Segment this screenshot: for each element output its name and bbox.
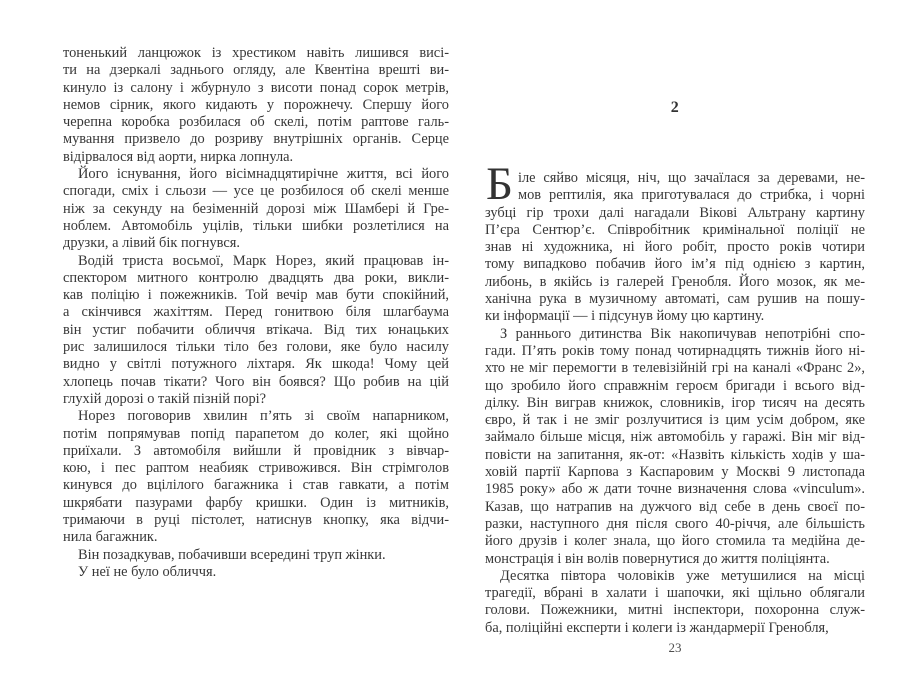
- text-line: знав ні художника, ні його робіт, просто років чотири: [485, 239, 865, 256]
- text-line: голови. Пожежники, митні інспектори, похоронна служ-: [485, 602, 865, 619]
- text-line: відірвалося від аорти, нирка лопнула.: [63, 148, 294, 165]
- text-line: зубці гір трохи далі нагадали Вікові Альтрану картину: [485, 204, 865, 221]
- dropcap-letter: Б: [486, 158, 513, 210]
- text-line: спектором митного контролю двадцять два роки, викли-: [63, 269, 449, 286]
- text-line: глухій дорозі о такій пізній порі?: [63, 390, 267, 407]
- text-line: 1985 року» або ж дати точне визначення слова «vinculum».: [485, 481, 865, 498]
- left-page-text: [63, 45, 449, 581]
- paragraph: [485, 568, 865, 637]
- text-line: рис залишилося тільки тіло без голови, яке було насилу: [63, 339, 449, 356]
- paragraph: [63, 253, 449, 409]
- paragraph: [63, 45, 449, 166]
- text-line: ніж за секунду на безіменній дорозі між Шамбері й Гре-: [63, 200, 449, 217]
- text-line: черепна коробка розбилася об скелі, потім раптове галь-: [63, 114, 449, 131]
- text-line: Казав, що натрапив на дужчого від себе в день своєї по-: [485, 498, 865, 515]
- text-line: ки інформації — і підсунув йому цю картину.: [485, 308, 765, 325]
- text-line: видно у світлі потужного ліхтаря. Як шкода! Чому цей: [63, 356, 449, 373]
- text-line: займало більше місця, ніж автомобіль у гаражі. Він міг від-: [485, 429, 865, 446]
- text-line: мов рептилія, яка приготувалася до стрибка, і чорні: [518, 187, 865, 204]
- text-line: З раннього дитинства Вік накопичував непотрібні спо-: [500, 325, 865, 342]
- text-line: приїхали. З автомобіля вийшли й провідник з вівчар-: [63, 442, 449, 459]
- text-line: Норез поговорив хвилин п’ять зі своїм напарником,: [78, 408, 449, 425]
- text-line: ханічна рука в музичному автоматі, сам рушив на пошу-: [485, 291, 865, 308]
- text-line: хлопець почав тікати? Чого він боявся? Що робив на цій: [63, 373, 449, 390]
- paragraph: [485, 326, 865, 568]
- text-line: хто не міг перемогти в телевізійній грі на каналі «Франс 2»,: [485, 360, 865, 377]
- text-line: друзки, а лівий бік погнувся.: [63, 235, 240, 252]
- left-page: [63, 0, 449, 692]
- text-line: він устиг побачити обличчя втікача. Від тих юнацьких: [63, 321, 449, 338]
- text-line: кинуло із салону і жбурнуло з висоти понад сорок метрів,: [63, 79, 449, 96]
- text-line: повісти на запитання, як-от: «Назвіть кількість ходів у ша-: [485, 446, 865, 463]
- text-line: либонь, в якійсь із галерей Гренобля. Його мозок, як ме-: [485, 273, 865, 290]
- text-line: ховій партії Карпова з Каспаровим у Москві 9 листопада: [485, 464, 865, 481]
- text-line: П’єра Сентюр’є. Співробітник кримінальної поліції не: [485, 221, 865, 238]
- text-line: кав поліцію і пожежників. Той вечір мав бути спокійний,: [63, 287, 449, 304]
- text-line: мування призвело до розриву внутрішніх органів. Серце: [63, 131, 449, 148]
- text-line: тому випадково побачив його ім’я під однією з картин,: [485, 256, 865, 273]
- text-line: У неї не було обличчя.: [78, 563, 217, 580]
- text-line: ти на дзеркалі заднього огляду, але Квентіна врешті ви-: [63, 62, 449, 79]
- text-line: нила багажник.: [63, 529, 158, 546]
- paragraph: [63, 564, 449, 581]
- text-line: немов сірник, якого кидають у порожнечу. Спершу його: [63, 96, 449, 113]
- text-line: ділку. Він виграв книжок, словників, ігор тисяч на десять: [485, 394, 865, 411]
- text-line: Водій триста восьмої, Марк Норез, який працював ін-: [78, 252, 449, 269]
- text-line: шкрябати пазурами фарбу кришки. Один із митників,: [63, 494, 449, 511]
- text-line: гади. П’ять років тому понад чотирнадцять тижнів його ні-: [485, 342, 865, 359]
- text-line: спогади, сміх і сльози — усе це розбилося об скелі менше: [63, 183, 449, 200]
- text-line: потім попрямував попід парапетом до колег, які щойно: [63, 425, 449, 442]
- text-line: кинувся до вцілілого багажника і став гавкати, а потім: [63, 477, 449, 494]
- text-line: ноблем. Автомобіль уцілів, тільки шибки розлетілися на: [63, 217, 449, 234]
- text-line: тримаючи в руці пістолет, натиснув кнопку, яка відчи-: [63, 512, 449, 529]
- paragraph: [485, 158, 865, 326]
- chapter-number: 2: [670, 99, 680, 116]
- text-line: кою, і пес раптом неабияк стривожився. Він стрімголов: [63, 460, 449, 477]
- text-line: Десятка півтора чоловіків уже метушилися на місці: [500, 567, 865, 584]
- text-line: ба, поліційні експерти і колеги із жандармерії Гренобля,: [485, 619, 829, 636]
- text-line: Він позадкував, побачивши всередині труп жінки.: [78, 546, 386, 563]
- text-line: що зробило його справжнім героєм бригади і всього від-: [485, 377, 865, 394]
- right-page: [485, 0, 865, 692]
- text-line: євро, й так і не зміг розлучитися із цим усім добром, яке: [485, 412, 865, 429]
- paragraph: [63, 547, 449, 564]
- text-line: Його існування, його вісімнадцятирічне життя, всі його: [78, 166, 449, 183]
- text-line: іле сяйво місяця, ніч, що зачаїлася за деревами, не-: [518, 170, 865, 186]
- page-number: 23: [668, 640, 682, 655]
- text-line: трагедії, вбрані в халати і шапочки, які щільно облягали: [485, 585, 865, 602]
- text-line: разки, наступного дня після свого 40-річчя, але більшість: [485, 515, 865, 532]
- text-line: а скінчився жахіттям. Перед гонитвою біля шлагбаума: [63, 304, 449, 321]
- paragraph: [63, 166, 449, 252]
- paragraph: [63, 408, 449, 546]
- right-page-text: [485, 158, 865, 637]
- text-line: монстрація і він волів повернутися до життя поліціянта.: [485, 550, 830, 567]
- text-line: тоненький ланцюжок із хрестиком навіть лишився висі-: [63, 45, 449, 61]
- text-line: його друзів і колег знала, що його стомила та медійна де-: [485, 533, 865, 550]
